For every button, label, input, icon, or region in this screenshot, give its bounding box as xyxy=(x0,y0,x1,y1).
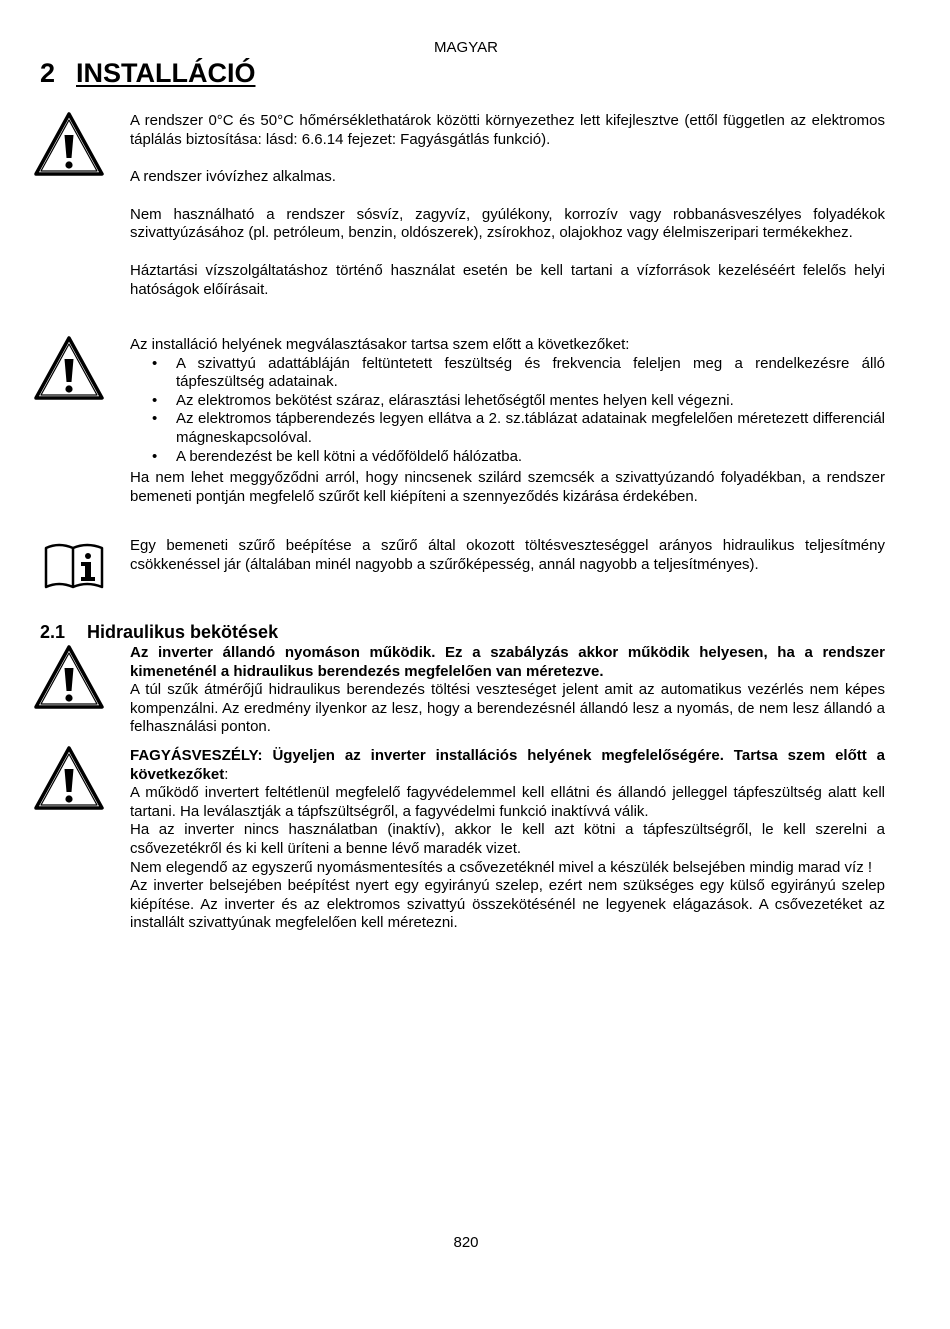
section-title: INSTALLÁCIÓ xyxy=(76,58,256,88)
frost-paragraph-1: A működő invertert feltétlenül megfelelő fagyvédelemmel kell ellátni és állandó jelleggel tápfeszültség alatt kell tartani. Ha leválasztják a tápfszültségről, a fagyvédelmi funkció inaktívvá válik. xyxy=(130,784,885,820)
filter-info-block xyxy=(130,537,885,574)
warning-triangle-icon xyxy=(33,335,105,401)
filter-info-paragraph: Egy bemeneti szűrő beépítése a szűrő által okozott töltésveszteséggel arányos hidraulikus teljesítmény csökkenéssel jár (általában minél nagyobb a szűrőképesség, annál nagyobb a teljesítményes). xyxy=(130,537,885,573)
temperature-paragraph: A rendszer 0°C és 50°C hőmérséklethatárok közötti környezethez lett kifejlesztve (ettől független az elektromos táplálás biztosítása: lásd: 6.6.14 fejezet: Fagyásgátlás funkció). xyxy=(130,112,885,148)
frost-warning-colon: : xyxy=(224,765,229,783)
frost-paragraph-4: Az inverter belsejében beépítést nyert egy egyirányú szelep, ezért nem szükséges egy külső egyirányú szelep kiépítése. Az inverter és az elektromos szivattyú összekötésénél ne legyenek elágazások. A csővezetéket az installált szivattyúnak megfelelően kell méretezni. xyxy=(130,877,885,932)
restrictions-paragraph: Nem használható a rendszer sósvíz, zagyvíz, gyúlékony, korrozív vagy robbanásveszélyes folyadékok szivattyúzásához (pl. petróleum, benzin, oldószerek), zsírokhoz, olajokhoz vagy élelmiszeripari termékekhez. xyxy=(130,205,885,242)
pressure-paragraph: A túl szűk átmérőjű hidraulikus berendezés töltési veszteséget jelent amit az automatikus vezérlés nem képes kompenzálni. Az eredmény ilyenkor az lesz, hogy a berendezésnél állandó lesz a nyomás, de nem lesz állandó a felhasználási ponton. xyxy=(130,681,885,736)
frost-warning-heading: FAGYÁSVESZÉLY: Ügyeljen az inverter installációs helyének megfelelőségére. Tartsa szem előtt a következőket xyxy=(130,747,885,783)
pressure-bold-paragraph: Az inverter állandó nyomáson működik. Ez a szabályzás akkor működik helyesen, ha a rendszer kimeneténél a hidraulikus berendezés megfelelően van méretezve. xyxy=(130,644,885,680)
info-book-icon xyxy=(43,540,105,590)
filter-paragraph: Ha nem lehet meggyőződni arról, hogy nincsenek szilárd szemcsék a szivattyúzandó folyadékban, a rendszer bemeneti pontján megfelelő szűrőt kell kiépíteni a szennyeződés kizárása érdekében. xyxy=(130,469,885,505)
section-heading xyxy=(40,58,255,89)
header-language: MAGYAR xyxy=(434,39,498,56)
warning-triangle-icon xyxy=(33,644,105,710)
page-number: 820 xyxy=(453,1234,479,1251)
requirements-list xyxy=(130,355,885,467)
subsection-number: 2.1 xyxy=(40,622,66,642)
operating-conditions-block xyxy=(130,112,885,299)
subsection-heading xyxy=(40,622,278,643)
drinking-water-paragraph: A rendszer ivóvízhez alkalmas. xyxy=(130,168,336,186)
list-item: • A berendezést be kell kötni a védőföldelő hálózatba. xyxy=(130,448,885,467)
frost-paragraph-3: Nem elegendő az egyszerű nyomásmentesítés a csővezetéknél mivel a készülék belsejében mindig marad víz ! xyxy=(130,858,873,876)
installation-intro: Az installáció helyének megválasztásakor tartsa szem előtt a következőket: xyxy=(130,336,630,353)
subsection-title: Hidraulikus bekötések xyxy=(87,622,279,642)
section-number: 2 xyxy=(40,58,56,88)
frost-warning-block xyxy=(130,747,885,933)
warning-triangle-icon xyxy=(33,111,105,177)
warning-triangle-icon xyxy=(33,745,105,811)
pressure-block xyxy=(130,644,885,737)
list-item: • A szivattyú adattábláján feltüntetett feszültség és frekvencia feleljen meg a rendelkezésre álló tápfeszültség adatainak. xyxy=(130,355,885,392)
frost-paragraph-2: Ha az inverter nincs használatban (inaktív), akkor le kell azt kötni a tápfeszültségről, le kell szerelni a csővezetékről és ki kell üríteni a benne lévő maradék vizet. xyxy=(130,821,885,857)
list-item: • Az elektromos tápberendezés legyen ellátva a 2. sz.táblázat adatainak megfelelően méretezett differenciál mágneskapcsolóval. xyxy=(130,410,885,447)
installation-site-block xyxy=(130,336,885,506)
list-item: • Az elektromos bekötést száraz, elárasztási lehetőségtől mentes helyen kell végezni. xyxy=(130,392,885,411)
regulations-paragraph: Háztartási vízszolgáltatáshoz történő használat esetén be kell tartani a vízforrások kezeléséért felelős helyi hatóságok előírásait. xyxy=(130,261,885,298)
